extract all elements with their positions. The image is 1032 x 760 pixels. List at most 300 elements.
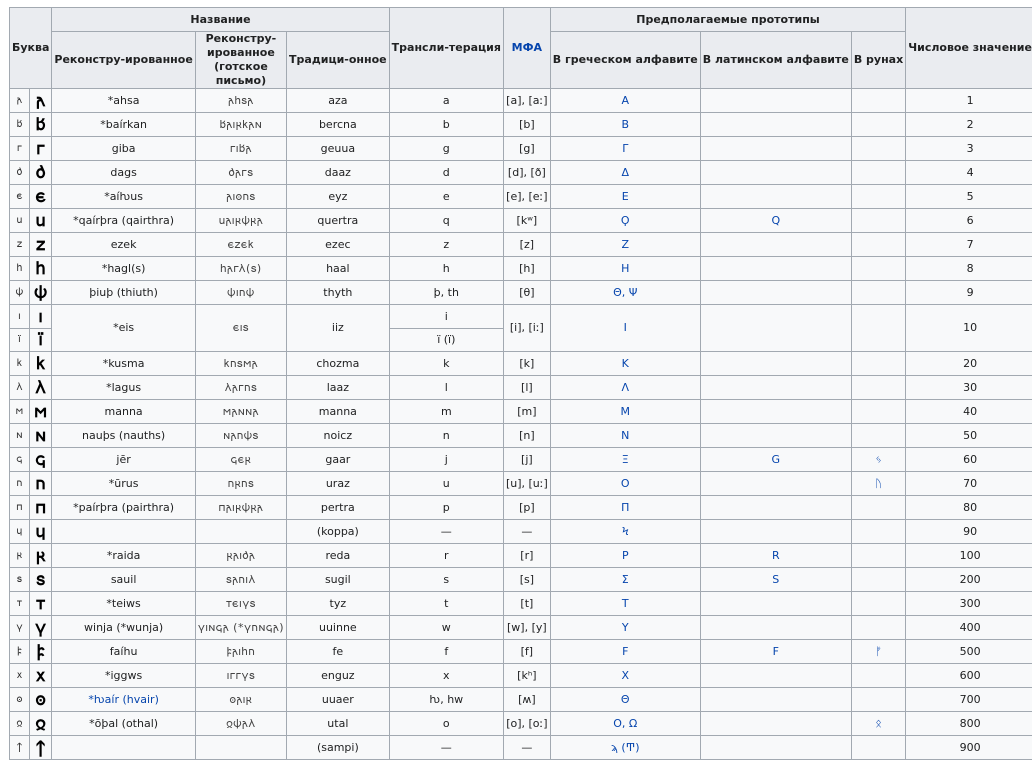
ipa-value: [f] — [503, 640, 550, 664]
letter-small: 𐌸 — [10, 281, 30, 305]
ipa-value: [m] — [503, 400, 550, 424]
rune-prototype-link[interactable] — [851, 233, 905, 257]
greek-prototype-link[interactable]: Δ — [550, 161, 700, 185]
numeric-value: 9 — [906, 281, 1032, 305]
recon-gothic: 𐍆𐌰𐌹𐌷𐌿 — [195, 640, 286, 664]
transliteration: b — [389, 113, 503, 137]
ipa-value: [r] — [503, 544, 550, 568]
table-row — [10, 472, 1032, 496]
greek-prototype-link[interactable]: Θ, Ψ — [550, 281, 700, 305]
recon-gothic: 𐌷𐌰𐌲𐌻(𐍃) — [195, 257, 286, 281]
letter-small: 𐍈 — [10, 688, 30, 712]
latin-prototype-link[interactable] — [700, 257, 851, 281]
transliteration: x — [389, 664, 503, 688]
latin-prototype-link[interactable] — [700, 424, 851, 448]
traditional-name: noicz — [287, 424, 390, 448]
recon-gothic: 𐌴𐌶𐌴𐌺 — [195, 233, 286, 257]
recon-name: nauþs (nauths) — [52, 424, 195, 448]
greek-prototype-link[interactable]: Β — [550, 113, 700, 137]
letter-small: 𐌲 — [10, 137, 30, 161]
header-translit: Трансли-терация — [389, 8, 503, 89]
ipa-value: [θ] — [503, 281, 550, 305]
latin-prototype-link[interactable] — [700, 736, 851, 760]
greek-prototype-link[interactable]: Τ — [550, 592, 700, 616]
recon-gothic: 𐍄𐌴𐌹𐍅𐍃 — [195, 592, 286, 616]
ipa-value: [l] — [503, 376, 550, 400]
greek-prototype-link[interactable]: Α — [550, 89, 700, 113]
ipa-value: [a], [aː] — [503, 89, 550, 113]
ipa-value: [n] — [503, 424, 550, 448]
numeric-value: 90 — [906, 520, 1032, 544]
latin-prototype-link[interactable] — [700, 281, 851, 305]
numeric-value: 5 — [906, 185, 1032, 209]
greek-prototype-link[interactable]: Η — [550, 257, 700, 281]
recon-name — [52, 520, 195, 544]
header-recon: Реконстру-ированное — [52, 32, 195, 89]
recon-gothic: 𐌲𐌹𐌱𐌰 — [195, 137, 286, 161]
recon-gothic: 𐍀𐌰𐌹𐍂𐌸𐍂𐌰 — [195, 496, 286, 520]
letter-bold: 𐌺 — [29, 352, 52, 376]
transliteration: a — [389, 89, 503, 113]
ipa-value: [kʰ] — [503, 664, 550, 688]
letter-bold: 𐌼 — [29, 400, 52, 424]
latin-prototype-link[interactable] — [700, 113, 851, 137]
transliteration: d — [389, 161, 503, 185]
recon-name: *lagus — [52, 376, 195, 400]
transliteration: j — [389, 448, 503, 472]
greek-prototype-link[interactable]: Ρ — [550, 544, 700, 568]
latin-prototype-link[interactable] — [700, 400, 851, 424]
rune-prototype-link[interactable] — [851, 592, 905, 616]
recon-gothic: 𐌼𐌰𐌽𐌽𐌰 — [195, 400, 286, 424]
table-row — [10, 640, 1032, 664]
numeric-value: 6 — [906, 209, 1032, 233]
table-row — [10, 448, 1032, 472]
rune-prototype-link[interactable]: ᛃ — [851, 448, 905, 472]
recon-gothic — [195, 736, 286, 760]
header-prototypes: Предполагаемые прототипы — [550, 8, 905, 32]
greek-prototype-link[interactable]: Ι — [550, 305, 700, 352]
ipa-value: [t] — [503, 592, 550, 616]
header-name: Название — [52, 8, 389, 32]
transliteration: n — [389, 424, 503, 448]
letter-small: 𐌷 — [10, 257, 30, 281]
traditional-name: (koppa) — [287, 520, 390, 544]
recon-name — [52, 736, 195, 760]
recon-gothic: 𐌿𐍂𐌿𐍃 — [195, 472, 286, 496]
latin-prototype-link[interactable] — [700, 352, 851, 376]
numeric-value: 300 — [906, 592, 1032, 616]
header-runes: В рунах — [851, 32, 905, 89]
greek-prototype-link[interactable]: Ο, Ω — [550, 712, 700, 736]
numeric-value: 600 — [906, 664, 1032, 688]
greek-prototype-link[interactable]: Ϟ — [550, 520, 700, 544]
transliteration: u — [389, 472, 503, 496]
rune-prototype-link[interactable] — [851, 520, 905, 544]
greek-prototype-link[interactable]: Ε — [550, 185, 700, 209]
letter-bold: 𐌴 — [29, 185, 52, 209]
letter-bold: 𐌹 — [29, 305, 52, 329]
ipa-value: [p] — [503, 496, 550, 520]
traditional-name: uraz — [287, 472, 390, 496]
letter-small: 𐍀 — [10, 496, 30, 520]
header-greek: В греческом алфавите — [550, 32, 700, 89]
table-row — [10, 376, 1032, 400]
latin-prototype-link[interactable] — [700, 592, 851, 616]
rune-prototype-link[interactable] — [851, 424, 905, 448]
transliteration: ƕ, hw — [389, 688, 503, 712]
recon-name: *qaírþra (qairthra) — [52, 209, 195, 233]
letter-small: 𐌶 — [10, 233, 30, 257]
letter-bold: 𐍁 — [29, 520, 52, 544]
recon-gothic: 𐍉𐌸𐌰𐌻 — [195, 712, 286, 736]
rune-prototype-link[interactable] — [851, 89, 905, 113]
transliteration: — — [389, 736, 503, 760]
recon-name: sauil — [52, 568, 195, 592]
letter-bold: 𐌶 — [29, 233, 52, 257]
transliteration: þ, th — [389, 281, 503, 305]
letter-bold: 𐌷 — [29, 257, 52, 281]
numeric-value: 70 — [906, 472, 1032, 496]
rune-prototype-link[interactable] — [851, 376, 905, 400]
rune-prototype-link[interactable] — [851, 616, 905, 640]
numeric-value: 8 — [906, 257, 1032, 281]
table-row — [10, 496, 1032, 520]
greek-prototype-link[interactable]: Ν — [550, 424, 700, 448]
letter-small: 𐌿 — [10, 472, 30, 496]
table-row — [10, 113, 1032, 137]
latin-prototype-link[interactable] — [700, 616, 851, 640]
greek-prototype-link[interactable]: Θ — [550, 688, 700, 712]
letter-bold: 𐍆 — [29, 640, 52, 664]
header-letter: Буква — [10, 8, 52, 89]
greek-prototype-link[interactable]: Χ — [550, 664, 700, 688]
rune-prototype-link[interactable]: ᛟ — [851, 712, 905, 736]
numeric-value: 3 — [906, 137, 1032, 161]
latin-prototype-link[interactable] — [700, 305, 851, 352]
letter-bold: 𐌳 — [29, 161, 52, 185]
recon-name: *teiws — [52, 592, 195, 616]
traditional-name: daaz — [287, 161, 390, 185]
transliteration: g — [389, 137, 503, 161]
header-numeric: Числовое значение — [906, 8, 1032, 89]
ipa-value: — — [503, 520, 550, 544]
numeric-value: 60 — [906, 448, 1032, 472]
recon-gothic: 𐌽𐌰𐌿𐌸𐍃 — [195, 424, 286, 448]
rune-prototype-link[interactable]: ᚢ — [851, 472, 905, 496]
recon-name: *aíƕus — [52, 185, 195, 209]
recon-gothic: 𐌾𐌴𐍂 — [195, 448, 286, 472]
greek-prototype-link[interactable]: Ϙ — [550, 209, 700, 233]
greek-prototype-link[interactable]: Λ — [550, 376, 700, 400]
latin-prototype-link[interactable] — [700, 712, 851, 736]
recon-gothic: 𐍈𐌰𐌹𐍂 — [195, 688, 286, 712]
latin-prototype-link[interactable] — [700, 496, 851, 520]
recon-name: ezek — [52, 233, 195, 257]
table-row — [10, 185, 1032, 209]
letter-bold: 𐌾 — [29, 448, 52, 472]
greek-prototype-link[interactable]: Ϝ — [550, 640, 700, 664]
recon-gothic: 𐌴𐌹𐍃 — [195, 305, 286, 352]
ipa-value: [w], [y] — [503, 616, 550, 640]
latin-prototype-link[interactable]: R — [700, 544, 851, 568]
rune-prototype-link[interactable] — [851, 113, 905, 137]
letter-small: 𐌴 — [10, 185, 30, 209]
numeric-value: 900 — [906, 736, 1032, 760]
transliteration: e — [389, 185, 503, 209]
traditional-name: utal — [287, 712, 390, 736]
transliteration: i — [389, 305, 503, 329]
recon-name: jēr — [52, 448, 195, 472]
traditional-name: thyth — [287, 281, 390, 305]
letter-small: 𐌵 — [10, 209, 30, 233]
latin-prototype-link[interactable] — [700, 233, 851, 257]
latin-prototype-link[interactable] — [700, 664, 851, 688]
recon-gothic: 𐌻𐌰𐌲𐌿𐍃 — [195, 376, 286, 400]
rune-prototype-link[interactable] — [851, 664, 905, 688]
numeric-value: 100 — [906, 544, 1032, 568]
table-row — [10, 209, 1032, 233]
rune-prototype-link[interactable] — [851, 257, 905, 281]
letter-small: 𐍁 — [10, 520, 30, 544]
table-row — [10, 424, 1032, 448]
letter-bold: 𐍃 — [29, 568, 52, 592]
ipa-value: [e], [eː] — [503, 185, 550, 209]
letter-small: 𐍃 — [10, 568, 30, 592]
recon-name: *ūrus — [52, 472, 195, 496]
latin-prototype-link[interactable] — [700, 185, 851, 209]
latin-prototype-link[interactable]: F — [700, 640, 851, 664]
numeric-value: 20 — [906, 352, 1032, 376]
rune-prototype-link[interactable] — [851, 400, 905, 424]
letter-small: 𐍇 — [10, 664, 30, 688]
transliteration: h — [389, 257, 503, 281]
letter-small: 𐌹̈ — [10, 329, 30, 352]
recon-name: *ahsa — [52, 89, 195, 113]
letter-bold: 𐍇 — [29, 664, 52, 688]
table-row — [10, 305, 1032, 329]
letter-bold: 𐌹̈ — [29, 329, 52, 352]
numeric-value: 200 — [906, 568, 1032, 592]
rune-prototype-link[interactable] — [851, 352, 905, 376]
letter-bold: 𐌸 — [29, 281, 52, 305]
recon-name: *eis — [52, 305, 195, 352]
recon-name: manna — [52, 400, 195, 424]
traditional-name: bercna — [287, 113, 390, 137]
ipa-value: [d], [ð] — [503, 161, 550, 185]
traditional-name: chozma — [287, 352, 390, 376]
traditional-name: uuaer — [287, 688, 390, 712]
traditional-name: fe — [287, 640, 390, 664]
greek-prototype-link[interactable]: Κ — [550, 352, 700, 376]
greek-prototype-link[interactable]: Π — [550, 496, 700, 520]
ipa-value: [i], [iː] — [503, 305, 550, 352]
table-row — [10, 352, 1032, 376]
transliteration: m — [389, 400, 503, 424]
latin-prototype-link[interactable]: S — [700, 568, 851, 592]
table-row — [10, 568, 1032, 592]
traditional-name: pertra — [287, 496, 390, 520]
latin-prototype-link[interactable] — [700, 376, 851, 400]
numeric-value: 50 — [906, 424, 1032, 448]
latin-prototype-link[interactable] — [700, 472, 851, 496]
greek-prototype-link[interactable]: Υ — [550, 616, 700, 640]
table-row — [10, 688, 1032, 712]
greek-prototype-link[interactable]: Ο — [550, 472, 700, 496]
numeric-value: 700 — [906, 688, 1032, 712]
letter-bold: 𐌽 — [29, 424, 52, 448]
recon-name: þiuþ (thiuth) — [52, 281, 195, 305]
recon-gothic: 𐌺𐌿𐍃𐌼𐌰 — [195, 352, 286, 376]
table-row — [10, 736, 1032, 760]
rune-prototype-link[interactable] — [851, 736, 905, 760]
traditional-name: uuinne — [287, 616, 390, 640]
letter-bold: 𐌿 — [29, 472, 52, 496]
recon-gothic: 𐌵𐌰𐌹𐍂𐌸𐍂𐌰 — [195, 209, 286, 233]
latin-prototype-link[interactable] — [700, 161, 851, 185]
latin-prototype-link[interactable] — [700, 89, 851, 113]
latin-prototype-link[interactable] — [700, 137, 851, 161]
ipa-value: [ʍ] — [503, 688, 550, 712]
traditional-name: sugil — [287, 568, 390, 592]
recon-name: dags — [52, 161, 195, 185]
letter-small: 𐍂 — [10, 544, 30, 568]
recon-name: *kusma — [52, 352, 195, 376]
recon-gothic: 𐌳𐌰𐌲𐍃 — [195, 161, 286, 185]
recon-name: *hagl(s) — [52, 257, 195, 281]
transliteration: — — [389, 520, 503, 544]
recon-name: *paírþra (pairthra) — [52, 496, 195, 520]
traditional-name: eyz — [287, 185, 390, 209]
header-recon-gothic: Реконстру-ированное (готское письмо) — [195, 32, 286, 89]
letter-bold: 𐌰 — [29, 89, 52, 113]
transliteration: r — [389, 544, 503, 568]
ipa-value: [s] — [503, 568, 550, 592]
ipa-value: [z] — [503, 233, 550, 257]
traditional-name: manna — [287, 400, 390, 424]
letter-small: 𐍉 — [10, 712, 30, 736]
ipa-value: [u], [uː] — [503, 472, 550, 496]
recon-gothic: 𐌸𐌹𐌿𐌸 — [195, 281, 286, 305]
recon-gothic: 𐌰𐌹𐍈𐌿𐍃 — [195, 185, 286, 209]
letter-bold: 𐌱 — [29, 113, 52, 137]
transliteration: s — [389, 568, 503, 592]
numeric-value: 4 — [906, 161, 1032, 185]
recon-gothic: 𐌱𐌰𐌹𐍂𐌺𐌰𐌽 — [195, 113, 286, 137]
ipa-value: [g] — [503, 137, 550, 161]
rune-prototype-link[interactable] — [851, 137, 905, 161]
rune-prototype-link[interactable] — [851, 185, 905, 209]
ipa-value: [kʷ] — [503, 209, 550, 233]
ipa-value: [b] — [503, 113, 550, 137]
greek-prototype-link[interactable]: Σ — [550, 568, 700, 592]
letter-small: 𐍆 — [10, 640, 30, 664]
recon-name: *raida — [52, 544, 195, 568]
recon-name: *baírkan — [52, 113, 195, 137]
letter-bold: 𐌲 — [29, 137, 52, 161]
rune-prototype-link[interactable] — [851, 281, 905, 305]
traditional-name: iiz — [287, 305, 390, 352]
letter-small: 𐌺 — [10, 352, 30, 376]
transliteration: t — [389, 592, 503, 616]
transliteration: w — [389, 616, 503, 640]
letter-small: 𐍊 — [10, 736, 30, 760]
recon-name: *iggws — [52, 664, 195, 688]
letter-bold: 𐍄 — [29, 592, 52, 616]
transliteration: z — [389, 233, 503, 257]
letter-bold: 𐍉 — [29, 712, 52, 736]
traditional-name: laaz — [287, 376, 390, 400]
rune-prototype-link[interactable] — [851, 305, 905, 352]
recon-name: faíhu — [52, 640, 195, 664]
letter-small: 𐌻 — [10, 376, 30, 400]
table-row — [10, 712, 1032, 736]
recon-name: *ōþal (othal) — [52, 712, 195, 736]
letter-small: 𐌼 — [10, 400, 30, 424]
rune-prototype-link[interactable] — [851, 568, 905, 592]
letter-bold: 𐍅 — [29, 616, 52, 640]
letter-bold: 𐍈 — [29, 688, 52, 712]
ipa-value: [j] — [503, 448, 550, 472]
greek-prototype-link[interactable]: Μ — [550, 400, 700, 424]
numeric-value: 1 — [906, 89, 1032, 113]
numeric-value: 10 — [906, 305, 1032, 352]
table-row — [10, 137, 1032, 161]
rune-prototype-link[interactable] — [851, 161, 905, 185]
table-row — [10, 89, 1032, 113]
greek-prototype-link[interactable]: Ξ — [550, 448, 700, 472]
latin-prototype-link[interactable]: G — [700, 448, 851, 472]
recon-gothic: 𐌰𐌷𐍃𐌰 — [195, 89, 286, 113]
table-row — [10, 616, 1032, 640]
recon-gothic: 𐍃𐌰𐌿𐌹𐌻 — [195, 568, 286, 592]
recon-gothic: 𐌹𐌲𐌲𐍅𐍃 — [195, 664, 286, 688]
numeric-value: 400 — [906, 616, 1032, 640]
latin-prototype-link[interactable] — [700, 520, 851, 544]
transliteration: p — [389, 496, 503, 520]
latin-prototype-link[interactable]: Q — [700, 209, 851, 233]
greek-prototype-link[interactable]: Ζ — [550, 233, 700, 257]
numeric-value: 30 — [906, 376, 1032, 400]
rune-prototype-link[interactable] — [851, 496, 905, 520]
header-ipa-link[interactable]: МФА — [503, 8, 550, 89]
transliteration: k — [389, 352, 503, 376]
traditional-name: aza — [287, 89, 390, 113]
rune-prototype-link[interactable] — [851, 688, 905, 712]
rune-prototype-link[interactable] — [851, 209, 905, 233]
letter-small: 𐍄 — [10, 592, 30, 616]
table-row — [10, 520, 1032, 544]
numeric-value: 7 — [906, 233, 1032, 257]
recon-gothic: 𐍂𐌰𐌹𐌳𐌰 — [195, 544, 286, 568]
letter-bold: 𐍊 — [29, 736, 52, 760]
table-row — [10, 664, 1032, 688]
recon-gothic: 𐍅𐌹𐌽𐌾𐌰 (*𐍅𐌿𐌽𐌾𐌰) — [195, 616, 286, 640]
ipa-value: [o], [oː] — [503, 712, 550, 736]
latin-prototype-link[interactable] — [700, 688, 851, 712]
recon-name: winja (*wunja) — [52, 616, 195, 640]
gothic-alphabet-table — [9, 7, 1032, 760]
letter-small: 𐌽 — [10, 424, 30, 448]
letter-bold: 𐌻 — [29, 376, 52, 400]
greek-prototype-link[interactable]: Γ — [550, 137, 700, 161]
rune-prototype-link[interactable]: ᚠ — [851, 640, 905, 664]
rune-prototype-link[interactable] — [851, 544, 905, 568]
greek-prototype-link[interactable]: ϡ (Ͳ) — [550, 736, 700, 760]
letter-small: 𐌳 — [10, 161, 30, 185]
numeric-value: 80 — [906, 496, 1032, 520]
traditional-name: reda — [287, 544, 390, 568]
